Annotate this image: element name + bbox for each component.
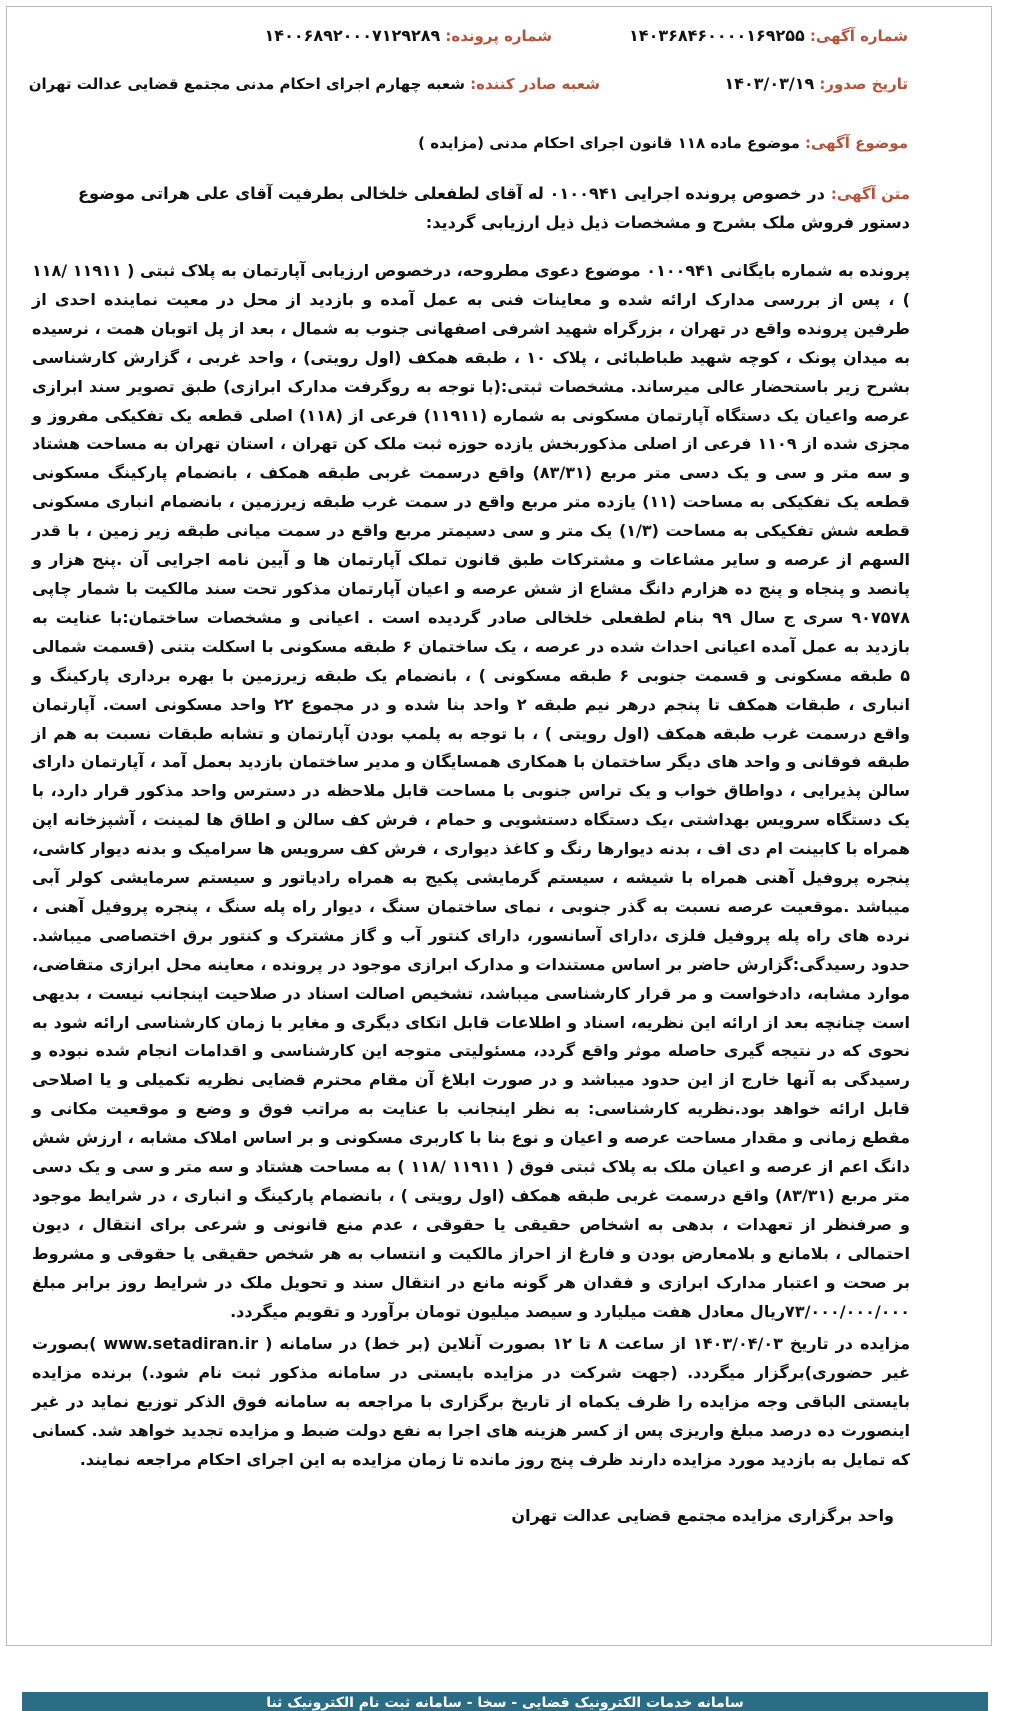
ad-number-label: شماره آگهی:: [809, 27, 908, 45]
issuer-field: [29, 74, 600, 93]
text-label: متن آگهی:: [830, 185, 911, 203]
issue-date-value: ۱۴۰۳/۰۳/۱۹: [724, 74, 815, 93]
footer-bar: [22, 1692, 988, 1711]
subject-field: [418, 133, 908, 152]
ad-number-field: [629, 26, 908, 45]
subject-value: موضوع ماده ۱۱۸ قانون اجرای احکام مدنی (مزایده ): [418, 134, 800, 152]
issuer-value: شعبه چهارم اجرای احکام مدنی مجتمع قضایی عدالت تهران: [28, 75, 466, 93]
expert-report: پرونده به شماره بایگانی ۰۱۰۰۹۴۱ موضوع دعوی مطروحه، درخصوص ارزیابی آپارتمان به پلاک ثبتی ( ۱۱۹۱۱ /۱۱۸ ) ، پس از بررسی مدارک ارائه شده و معاینات فنی به عمل آمده و بازدید از محل در معیت نماینده احدی از طرفین پرونده واقع در تهران ، بزرگراه شهید اشرفی اصفهانی جنوب به شمال ، بعد از پل اتوبان همت ، نرسیده به میدان پونک ، کوچه شهید طباطبائی ، پلاک ۱۰ ، طبقه همکف (اول رویتی) ، واحد غربی ، گزارش کارشناسی بشرح زیر باستحضار عالی میرساند. مشخصات ثبتی:(با توجه به روگرفت مدارک ابرازی) طبق تصویر سند ابرازی عرصه واعیان یک دستگاه آپارتمان مسکونی به شماره (۱۱۹۱۱) فرعی از (۱۱۸) اصلی قطعه یک تفکیکی مفروز و مجزی شده از ۱۱۰۹ فرعی از اصلی مذکوربخش یازده حوزه ثبت ملک کن تهران ، استان تهران به مساحت هشتاد و سه متر و سی و یک دسی متر مربع (۸۳/۳۱) واقع درسمت غربی طبقه همکف ، بانضمام پارکینگ مسکونی قطعه یک تفکیکی به مساحت (۱۱) یازده متر مربع واقع در سمت غرب طبقه زیرزمین ، بانضمام انباری مسکونی قطعه شش تفکیکی به مساحت (۱/۳) یک متر و سی دسیمتر مربع واقع در سمت میانی طبقه زیر زمین ، با قدر السهم از عرصه و سایر مشاعات و مشترکات طبق قانون تملک آپارتمان ها و آیین نامه اجرایی آن .پنج هزار و پانصد و پنجاه و پنج ده هزارم دانگ مشاع از شش عرصه و اعیان آپارتمان مذکور تحت سند مالکیت با شمار چاپی ۹۰۷۵۷۸ سری ج سال ۹۹ بنام لطفعلی خلخالی صادر گردیده است . اعیانی و مشخصات ساختمان:با عنایت به بازدید به عمل آمده اعیانی احداث شده در عرصه ، یک ساختمان ۶ طبقه مسکونی با اسکلت بتنی (قسمت شمالی ۵ طبقه مسکونی و قسمت جنوبی ۶ طبقه مسکونی ) ، بانضمام یک طبقه زیرزمین با بهره برداری پارکینگ و انباری ، طبقات همکف تا پنجم درهر نیم طبقه ۲ واحد بنا شده و در مجموع ۲۲ واحد مسکونی است. آپارتمان واقع درسمت غرب طبقه همکف (اول رویتی ) ، با توجه به پلمپ بودن آپارتمان و تشابه طبقات نسبت به هم از طبقه فوقانی و واحد های دیگر ساختمان با همکاری همسایگان و مدیر ساختمان بازدید بعمل آمد ، آپارتمان دارای سالن پذیرایی ، دواطاق خواب و یک تراس جنوبی با مساحت قابل ملاحظه در دسترس واحد مذکور قرار دارد، با یک دستگاه سرویس بهداشتی ،یک دستگاه دستشویی و حمام ، فرش کف سالن و اطاق ها لمینت ، آشپزخانه اپن همراه با کابینت ام دی اف ، بدنه دیوارها رنگ و کاغذ دیواری ، فرش کف سرویس ها سرامیک و بدنه دیوار کاشی، پنجره پروفیل آهنی همراه با شیشه ، سیستم گرمایشی پکیج به همراه رادیاتور و سیستم سرمایشی کولر آبی میباشد .موقعیت عرصه نسبت به گذر جنوبی ، نمای ساختمان سنگ ، دیوار راه پله سنگ ، پنجره پروفیل آهنی ، نرده های راه پله پروفیل فلزی ،دارای آسانسور، دارای کنتور آب و گاز مشترک و کنتور برق اختصاصی میباشد. حدود رسیدگی:گزارش حاضر بر اساس مستندات و مدارک ابرازی موجود در پرونده ، معاینه محل ابرازی متقاضی، موارد مشابه، دادخواست و مر قرار کارشناسی میباشد، تشخیص اصالت اسناد در صلاحیت اینجانب نیست ، بدیهی است چنانچه بعد از ارائه این نظریه، اسناد و اطلاعات قابل اتکای دیگری و مغایر با زمان کارشناسی ارائه شود به نحوی که در نتیجه گیری حاصله موثر واقع گردد، مسئولیتی متوجه این کارشناسی و اقدامات انجام شده نبوده و رسیدگی به آنها خارج از این حدود میباشد و در صورت ابلاغ آن مقام محترم قضایی نظریه تکمیلی و یا اصلاحی قابل ارائه خواهد بود.نظریه کارشناسی: به نظر اینجانب با عنایت به مراتب فوق و وضع و موقعیت مکانی و مقطع زمانی و مقدار مساحت عرصه و اعیان و نوع بنا با کاربری مسکونی و بر اساس املاک مشابه ، ارزش شش دانگ اعم از عرصه و اعیان ملک به پلاک ثبتی فوق ( ۱۱۹۱۱ /۱۱۸ ) به مساحت هشتاد و سه متر و سی و یک دسی متر مربع (۸۳/۳۱) واقع درسمت غربی طبقه همکف (اول رویتی ) ، بانضمام پارکینگ و انباری ، در شرایط موجود و صرفنظر از تعهدات ، بدهی به اشخاص حقیقی یا حقوقی ، عدم منع قانونی و شرعی برای انتقال ، دیون احتمالی ، بلامانع و بلامعارض بودن و فارغ از احراز مالکیت و انتساب به هر شخص حقیقی یا حقوقی و مشروط بر صحت و اعتبار مدارک ابرازی و فقدان هر گونه مانع در انتقال سند و تحویل ملک در شرایط روز برابر مبلغ ۷۳/۰۰۰/۰۰۰/۰۰۰ریال معادل هفت میلیارد و سیصد میلیون تومان برآورد و تقویم میگردد.: [32, 261, 911, 1321]
issuer-label: شعبه صادر کننده:: [470, 75, 600, 93]
signature: واحد برگزاری مزایده مجتمع قضایی عدالت تهران: [511, 1506, 894, 1525]
intro-text: در خصوص پرونده اجرایی ۰۱۰۰۹۴۱ له آقای لطفعلی خلخالی بطرفیت آقای علی هراتی موضوع دستور فروش ملک بشرح و مشخصات ذیل ذیل ارزیابی گردید:: [78, 184, 910, 232]
subject-label: موضوع آگهی:: [804, 134, 908, 152]
issue-date-field: [724, 74, 908, 93]
case-number-label: شماره پرونده:: [445, 27, 552, 45]
notice-intro: [78, 180, 910, 238]
auction-details: مزایده در تاریخ ۱۴۰۳/۰۴/۰۳ از ساعت ۸ تا ۱۲ بصورت آنلاین (بر خط) در سامانه ( www.setadiran.ir )بصورت غیر حضوری)برگزار میگردد. (جهت شرکت در مزایده بایستی در سامانه مذکور ثبت نام شود.) برنده مزایده بایستی الباقی وجه مزایده را ظرف یکماه از تاریخ برگزاری با مراجعه به سامانه فوق الذکر توزیع نماید در غیر اینصورت ده درصد مبلغ واریزی پس از کسر هزینه های اجرا به نفع دولت ضبط و مزایده تجدید خواهد شد. کسانی که تمایل به بازدید مورد مزایده دارند ظرف پنج روز مانده تا زمان مزایده به این اجرای احکام مراجعه نمایند.: [32, 1334, 911, 1469]
ad-number-value: ۱۴۰۳۶۸۴۶۰۰۰۰۱۶۹۲۵۵: [629, 26, 805, 45]
footer-text: سامانه خدمات الکترونیک قضایی - سخا - سامانه ثبت نام الکترونیک ثنا: [266, 1695, 744, 1711]
case-number-field: [265, 26, 552, 45]
issue-date-label: تاریخ صدور:: [819, 75, 908, 93]
case-number-value: ۱۴۰۰۶۸۹۲۰۰۰۷۱۲۹۲۸۹: [264, 26, 441, 45]
